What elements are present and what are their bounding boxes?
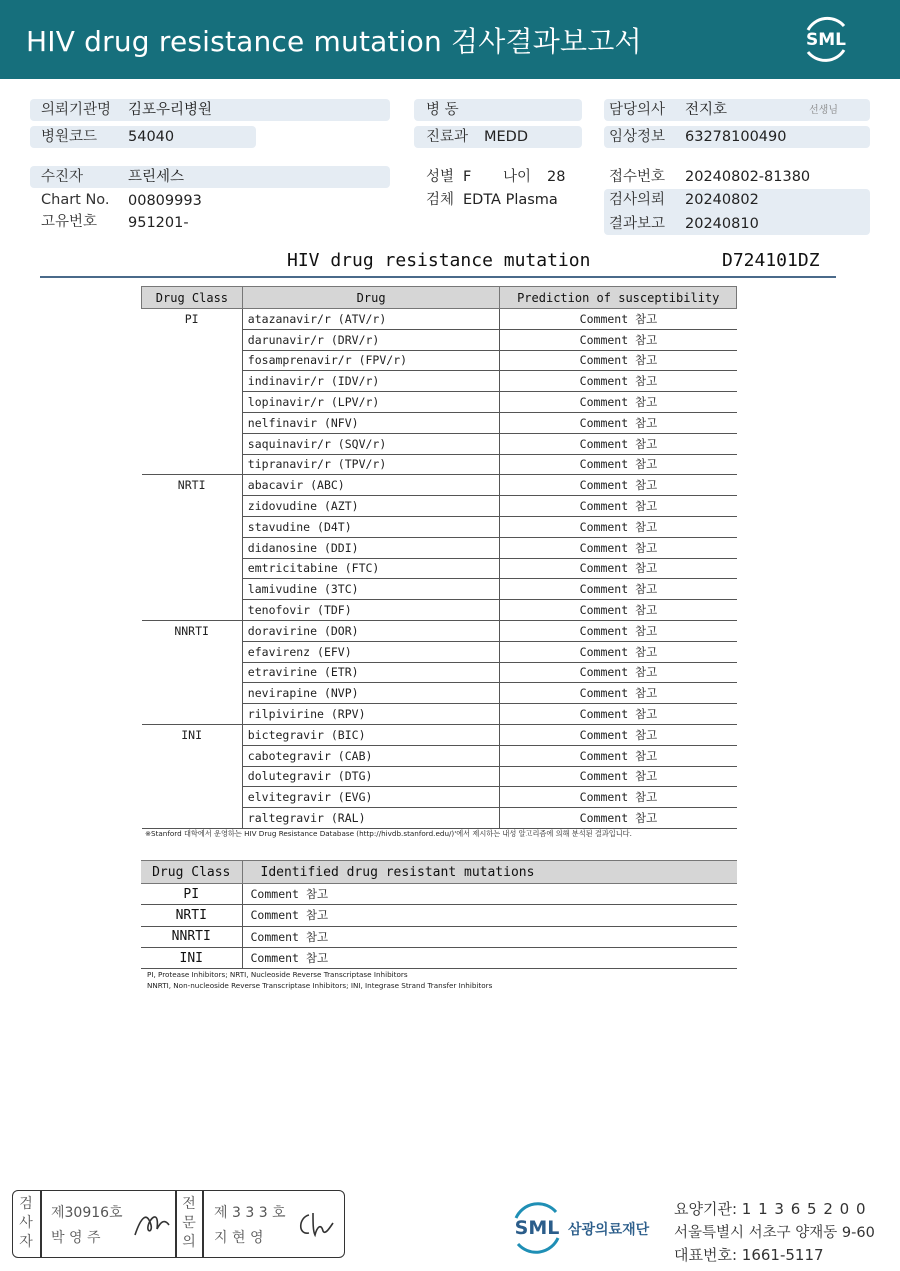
mutation-class: NRTI <box>141 905 242 926</box>
tester-label: 검 사 자 <box>19 1196 33 1250</box>
doctor-suffix: 선생님 <box>809 105 838 116</box>
clinical-value: 63278100490 <box>685 129 787 145</box>
divider <box>202 1191 204 1257</box>
prediction-cell: Comment 참고 <box>500 537 737 558</box>
drug-class-cell: NRTI <box>142 475 243 621</box>
prediction-cell: Comment 참고 <box>500 766 737 787</box>
company-name: 삼광의료재단 <box>568 1222 650 1238</box>
drug-name-cell: lamivudine (3TC) <box>242 579 500 600</box>
drug-name-cell: tipranavir/r (TPV/r) <box>242 454 500 475</box>
section-code: D724101DZ <box>722 250 820 271</box>
code-value: 1 1 3 6 5 2 0 0 <box>741 1200 867 1218</box>
ward-label: 병 동 <box>426 102 459 118</box>
sex-value: F <box>463 169 472 185</box>
prediction-cell: Comment 참고 <box>500 808 737 829</box>
prediction-cell: Comment 참고 <box>500 516 737 537</box>
phone-value: 1661-5117 <box>741 1246 824 1264</box>
mutation-table <box>141 860 737 969</box>
prediction-cell: Comment 참고 <box>500 600 737 621</box>
specialist-label: 전 문 의 <box>182 1196 196 1250</box>
footer-logo-text: SML <box>514 1217 560 1239</box>
specialist-name: 지 현 영 <box>214 1230 264 1246</box>
drug-name-cell: indinavir/r (IDV/r) <box>242 371 500 392</box>
sex-label: 성별 <box>426 169 455 185</box>
hospital-code-label: 병원코드 <box>41 129 98 145</box>
prediction-cell: Comment 참고 <box>500 329 737 350</box>
hospital-code-value: 54040 <box>128 129 175 145</box>
drug-susceptibility-table <box>141 286 737 829</box>
clinical-label: 임상정보 <box>609 129 666 145</box>
mutation-value: Comment 참고 <box>242 926 737 947</box>
drug-name-cell: didanosine (DDI) <box>242 537 500 558</box>
drug-name-cell: saquinavir/r (SQV/r) <box>242 433 500 454</box>
drug-name-cell: raltegravir (RAL) <box>242 808 500 829</box>
report-title: HIV drug resistance mutation 검사결과보고서 <box>26 25 642 58</box>
chart-label: Chart No. <box>41 192 110 208</box>
table-row <box>141 926 737 947</box>
table-row <box>142 724 737 745</box>
specimen-value: EDTA Plasma <box>463 192 558 208</box>
mutation-class: PI <box>141 884 242 905</box>
abbreviations <box>147 970 492 991</box>
prediction-cell: Comment 참고 <box>500 787 737 808</box>
company-phone <box>674 1244 824 1265</box>
drug-name-cell: abacavir (ABC) <box>242 475 500 496</box>
dept-value: MEDD <box>484 129 529 145</box>
table-header-row <box>142 287 737 309</box>
prediction-cell: Comment 참고 <box>500 309 737 330</box>
specialist-signature-icon <box>295 1207 337 1241</box>
drug-name-cell: atazanavir/r (ATV/r) <box>242 309 500 330</box>
prediction-cell: Comment 참고 <box>500 412 737 433</box>
tester-name: 박 영 주 <box>51 1230 101 1246</box>
drug-name-cell: bictegravir (BIC) <box>242 724 500 745</box>
company-address: 서울특별시 서초구 양재동 9-60 <box>674 1225 875 1241</box>
request-value: 20240802 <box>685 192 759 208</box>
tester-license: 제30916호 <box>51 1205 123 1221</box>
section-divider <box>40 276 836 278</box>
drug-name-cell: cabotegravir (CAB) <box>242 745 500 766</box>
report-date-label: 결과보고 <box>609 216 666 232</box>
tester-signature-icon <box>131 1207 173 1241</box>
receipt-value: 20240802-81380 <box>685 169 811 185</box>
divider <box>40 1191 42 1257</box>
prediction-cell: Comment 참고 <box>500 475 737 496</box>
prediction-cell: Comment 참고 <box>500 724 737 745</box>
header-mutations: Identified drug resistant mutations <box>242 861 737 884</box>
drug-name-cell: doravirine (DOR) <box>242 620 500 641</box>
drug-name-cell: nevirapine (NVP) <box>242 683 500 704</box>
doctor-label: 담당의사 <box>609 102 666 118</box>
sml-logo-icon <box>800 12 852 66</box>
table-row <box>141 905 737 926</box>
prediction-cell: Comment 참고 <box>500 662 737 683</box>
age-label: 나이 <box>503 169 532 185</box>
prediction-cell: Comment 참고 <box>500 433 737 454</box>
prediction-cell: Comment 참고 <box>500 350 737 371</box>
logo-text: SML <box>806 30 846 50</box>
drug-name-cell: fosamprenavir/r (FPV/r) <box>242 350 500 371</box>
table-row <box>142 309 737 330</box>
institution-code <box>674 1198 867 1219</box>
prediction-cell: Comment 참고 <box>500 620 737 641</box>
prediction-cell: Comment 참고 <box>500 745 737 766</box>
mutation-class: NNRTI <box>141 926 242 947</box>
drug-name-cell: rilpivirine (RPV) <box>242 704 500 725</box>
header-prediction: Prediction of susceptibility <box>500 287 737 309</box>
phone-label: 대표번호: <box>674 1246 738 1264</box>
drug-name-cell: tenofovir (TDF) <box>242 600 500 621</box>
code-label: 요양기관: <box>674 1200 738 1218</box>
footnote: ※Stanford 대학에서 운영하는 HIV Drug Resistance Database (http://hivdb.stanford.edu/)'에서 제시하는 내성 알고리즘에 의해 분석된 결과입니다. <box>145 829 632 838</box>
drug-name-cell: nelfinavir (NFV) <box>242 412 500 433</box>
header-drug-class: Drug Class <box>142 287 243 309</box>
institution-value: 김포우리병원 <box>128 102 213 118</box>
table-row <box>142 620 737 641</box>
recipient-label: 수진자 <box>41 169 84 185</box>
drug-name-cell: elvitegravir (EVG) <box>242 787 500 808</box>
prediction-cell: Comment 참고 <box>500 558 737 579</box>
table-row <box>142 475 737 496</box>
prediction-cell: Comment 참고 <box>500 704 737 725</box>
mutation-value: Comment 참고 <box>242 905 737 926</box>
prediction-cell: Comment 참고 <box>500 496 737 517</box>
drug-class-cell: NNRTI <box>142 620 243 724</box>
header-drug-class: Drug Class <box>141 861 242 884</box>
signature-box <box>12 1190 345 1258</box>
drug-name-cell: emtricitabine (FTC) <box>242 558 500 579</box>
mutation-class: INI <box>141 947 242 968</box>
abbreviation-line: NNRTI, Non-nucleoside Reverse Transcriptase Inhibitors; INI, Integrase Strand Transfer Inhibitors <box>147 980 493 990</box>
divider <box>175 1191 177 1257</box>
drug-name-cell: dolutegravir (DTG) <box>242 766 500 787</box>
drug-name-cell: zidovudine (AZT) <box>242 496 500 517</box>
table-row <box>141 884 737 905</box>
info-bar <box>30 166 390 188</box>
drug-class-cell: INI <box>142 724 243 828</box>
abbreviation-line: PI, Protease Inhibitors; NRTI, Nucleoside Reverse Transcriptase Inhibitors <box>147 970 408 979</box>
age-value: 28 <box>547 169 566 185</box>
report-date-value: 20240810 <box>685 216 759 232</box>
institution-label: 의뢰기관명 <box>41 102 112 118</box>
recipient-value: 프린세스 <box>128 169 185 185</box>
table-row <box>141 947 737 968</box>
id-value: 951201- <box>128 215 189 231</box>
header-drug: Drug <box>242 287 500 309</box>
table-header-row <box>141 861 737 884</box>
chart-value: 00809993 <box>128 193 202 209</box>
section-title: HIV drug resistance mutation <box>287 250 591 271</box>
prediction-cell: Comment 참고 <box>500 392 737 413</box>
dept-label: 진료과 <box>426 129 469 145</box>
prediction-cell: Comment 참고 <box>500 371 737 392</box>
mutation-value: Comment 참고 <box>242 947 737 968</box>
drug-name-cell: stavudine (D4T) <box>242 516 500 537</box>
drug-class-cell: PI <box>142 309 243 475</box>
sml-footer-logo-icon <box>508 1200 566 1254</box>
drug-name-cell: etravirine (ETR) <box>242 662 500 683</box>
prediction-cell: Comment 참고 <box>500 683 737 704</box>
drug-name-cell: darunavir/r (DRV/r) <box>242 329 500 350</box>
prediction-cell: Comment 참고 <box>500 579 737 600</box>
drug-name-cell: lopinavir/r (LPV/r) <box>242 392 500 413</box>
receipt-label: 접수번호 <box>609 169 666 185</box>
request-label: 검사의뢰 <box>609 192 666 208</box>
specialist-license: 제 3 3 3 호 <box>214 1205 286 1221</box>
prediction-cell: Comment 참고 <box>500 454 737 475</box>
prediction-cell: Comment 참고 <box>500 641 737 662</box>
specimen-label: 검체 <box>426 192 455 208</box>
drug-table-body <box>142 309 737 829</box>
mutation-value: Comment 참고 <box>242 884 737 905</box>
drug-name-cell: efavirenz (EFV) <box>242 641 500 662</box>
doctor-value: 전지호 <box>685 102 728 118</box>
report-header <box>0 0 900 79</box>
id-label: 고유번호 <box>41 214 98 230</box>
